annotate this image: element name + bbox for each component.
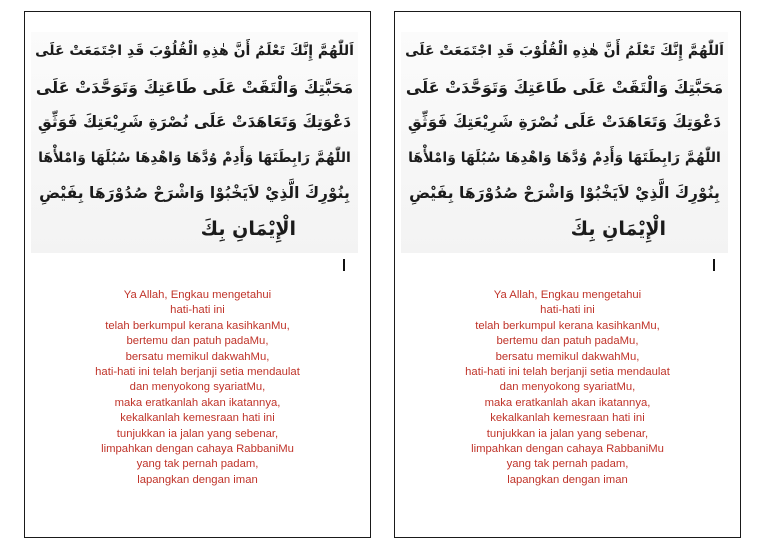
arabic-line: مَحَبَّتِكَ وَالْتَقَتْ عَلَى طَاعَتِكَ وَتَوَحَّدَتْ عَلَى bbox=[35, 77, 354, 97]
translation-line: Ya Allah, Engkau mengetahui bbox=[123, 289, 272, 301]
arabic-prayer-text bbox=[401, 32, 728, 253]
arabic-line: بِنُوْرِكَ الَّذِيْ لاَيَخْبُوْا وَاشْرَحْ صُدُوْرَهَا بِفَيْضِ bbox=[39, 184, 350, 202]
arabic-line: الْإِيْمَانِ بِكَ bbox=[200, 217, 296, 240]
translation-line: limpahkan dengan cahaya RabbaniMu bbox=[101, 443, 294, 456]
translation-line: bersatu memikul dakwahMu, bbox=[495, 350, 640, 363]
translation-line: bersatu memikul dakwahMu, bbox=[125, 350, 270, 363]
arabic-line: دَعْوَتِكَ وَتَعَاهَدَتْ عَلَى نُصْرَةِ شَرِيْعَتِكَ فَوَثِّقِ bbox=[407, 113, 722, 131]
translation-line: dan menyokong syariatMu, bbox=[499, 381, 636, 394]
doa-card-right bbox=[394, 11, 741, 538]
arabic-line: اَللّٰهُمَّ إِنَّكَ تَعْلَمُ أَنَّ هٰذِهِ الْقُلُوْبَ قَدِ اجْتَمَعَتْ عَلَى bbox=[35, 43, 354, 59]
translation-line: kekalkanlah kemesraan hati ini bbox=[490, 412, 645, 425]
translation-line: bertemu dan patuh padaMu, bbox=[496, 335, 639, 348]
translation-line: maka eratkanlah akan ikatannya, bbox=[114, 396, 281, 409]
text-cursor bbox=[343, 259, 345, 271]
arabic-line: اللّٰهُمَّ رَابِطَتَهَا وَأَدِمْ وُدَّهَا وَاهْدِهَا سُبُلَهَا وَامْلأْهَا bbox=[408, 149, 721, 166]
translation-line: hati-hati ini bbox=[170, 304, 225, 317]
translation-line: telah berkumpul kerana kasihkanMu, bbox=[475, 319, 660, 332]
doa-card-left bbox=[24, 11, 371, 538]
translation-line: tunjukkan ia jalan yang sebenar, bbox=[116, 427, 279, 440]
arabic-line: اَللّٰهُمَّ إِنَّكَ تَعْلَمُ أَنَّ هٰذِهِ الْقُلُوْبَ قَدِ اجْتَمَعَتْ عَلَى bbox=[405, 43, 724, 59]
translation-line: lapangkan dengan iman bbox=[507, 473, 628, 486]
translation-line: hati-hati ini bbox=[540, 304, 595, 317]
text-cursor bbox=[713, 259, 715, 271]
arabic-line: الْإِيْمَانِ بِكَ bbox=[570, 217, 666, 240]
translation-line: maka eratkanlah akan ikatannya, bbox=[484, 396, 651, 409]
translation-line: tunjukkan ia jalan yang sebenar, bbox=[486, 427, 649, 440]
arabic-line: اللّٰهُمَّ رَابِطَتَهَا وَأَدِمْ وُدَّهَا وَاهْدِهَا سُبُلَهَا وَامْلأْهَا bbox=[38, 149, 351, 166]
malay-translation bbox=[25, 288, 370, 488]
translation-line: yang tak pernah padam, bbox=[506, 458, 629, 471]
arabic-line: مَحَبَّتِكَ وَالْتَقَتْ عَلَى طَاعَتِكَ وَتَوَحَّدَتْ عَلَى bbox=[405, 77, 724, 97]
translation-line: yang tak pernah padam, bbox=[136, 458, 259, 471]
arabic-line: بِنُوْرِكَ الَّذِيْ لاَيَخْبُوْا وَاشْرَحْ صُدُوْرَهَا بِفَيْضِ bbox=[409, 184, 720, 202]
arabic-line: دَعْوَتِكَ وَتَعَاهَدَتْ عَلَى نُصْرَةِ شَرِيْعَتِكَ فَوَثِّقِ bbox=[37, 113, 352, 131]
translation-line: lapangkan dengan iman bbox=[137, 473, 258, 486]
arabic-prayer-text bbox=[31, 32, 358, 253]
malay-translation bbox=[395, 288, 740, 488]
translation-line: hati-hati ini telah berjanji setia mendaulat bbox=[95, 366, 300, 379]
translation-line: kekalkanlah kemesraan hati ini bbox=[120, 412, 275, 425]
translation-line: bertemu dan patuh padaMu, bbox=[126, 335, 269, 348]
translation-line: telah berkumpul kerana kasihkanMu, bbox=[105, 319, 290, 332]
translation-line: hati-hati ini telah berjanji setia mendaulat bbox=[465, 366, 670, 379]
translation-line: limpahkan dengan cahaya RabbaniMu bbox=[471, 443, 664, 456]
translation-line: Ya Allah, Engkau mengetahui bbox=[493, 289, 642, 301]
translation-line: dan menyokong syariatMu, bbox=[129, 381, 266, 394]
